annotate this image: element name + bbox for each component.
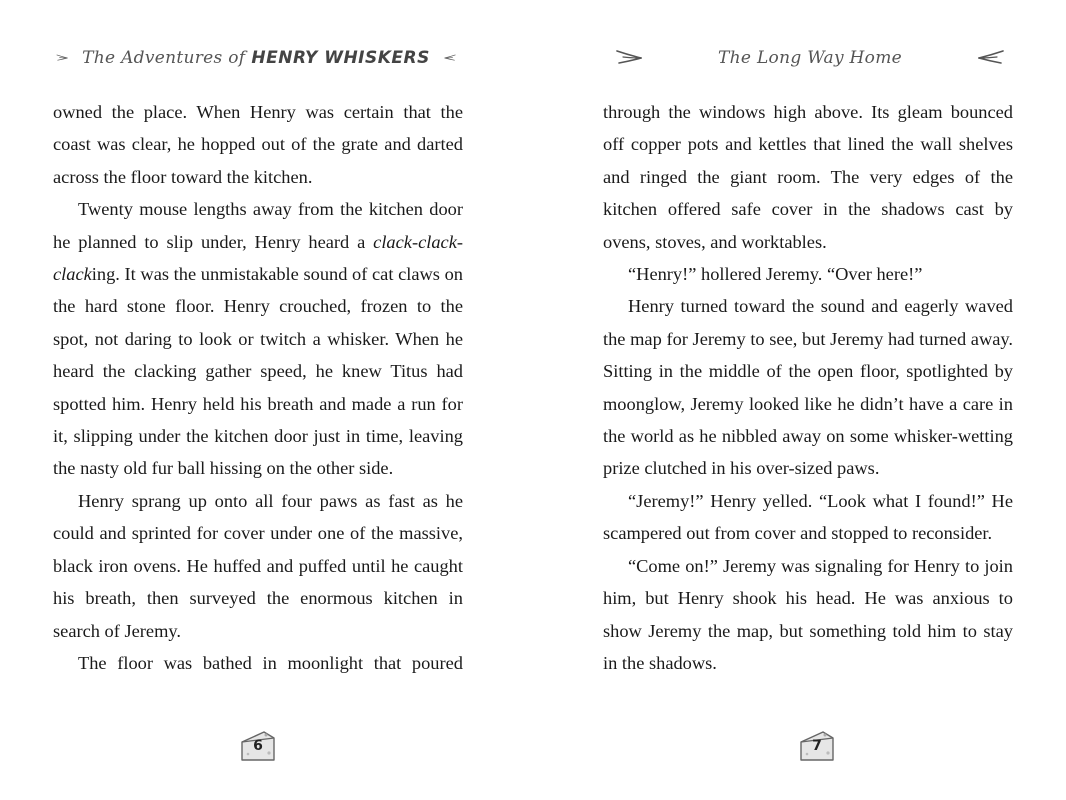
paragraph-text: owned the place. When Henry was certain that the coast was clear, he hopped out of the grate and darted across the floor toward the kitchen. <box>53 102 463 187</box>
running-head-script: The Long Way Home <box>718 48 902 68</box>
page-number-badge <box>797 726 837 766</box>
paragraph <box>53 193 463 485</box>
running-head-title <box>82 48 430 68</box>
body-text <box>603 96 1013 679</box>
italic-text: clack-clack-clack <box>53 231 463 285</box>
page-number: 6 <box>253 738 263 754</box>
paragraph <box>53 647 463 679</box>
right-page <box>533 0 1066 800</box>
paragraph-text: Twenty mouse lengths away from the kitchen door he planned to slip under, Henry heard a <box>53 199 463 252</box>
whisker-flourish-icon <box>444 47 456 69</box>
paragraph-text: Henry sprang up onto all four paws as fast as he could and sprinted for cover under one of the massive, black iron ovens. He huffed and puffed until he caught his breath, then surveyed the enormous kitchen in search of Jeremy. <box>53 490 463 641</box>
paragraph <box>603 96 1013 258</box>
paragraph-text: through the windows high above. Its gleam bounced off copper pots and kettles that lined the wall shelves and ringed the giant room. The very edges of the kitchen offered safe cover in the shadows cast by ovens, stoves, and worktables. <box>603 102 1013 252</box>
body-text <box>53 96 463 679</box>
paragraph <box>603 485 1013 550</box>
running-head-caps: HENRY WHISKERS <box>251 48 430 68</box>
page-number: 7 <box>812 738 822 754</box>
paragraph-text: Henry turned toward the sound and eagerly waved the map for Jeremy to see, but Jeremy had turned away. Sitting in the middle of the open floor, spotlighted by moonglow, Jeremy looked like he didn’t have a care in the world as he nibbled away on some whisker-wetting prize clutched in his over-sized paws. <box>603 296 1013 479</box>
page-number-badge <box>238 726 278 766</box>
whisker-flourish-icon <box>615 47 643 69</box>
whisker-flourish-icon <box>977 47 1005 69</box>
paragraph-text: “Come on!” Jeremy was signaling for Henry to join him, but Henry shook his head. He was anxious to show Jeremy the map, but something told him to stay in the shadows. <box>603 555 1013 673</box>
paragraph-text: “Jeremy!” Henry yelled. “Look what I found!” He scampered out from cover and stopped to reconsider. <box>603 490 1013 544</box>
paragraph <box>603 550 1013 680</box>
running-head-right <box>615 40 1005 76</box>
paragraph-text: The floor was bathed in moonlight that poured <box>78 652 463 673</box>
paragraph <box>53 485 463 647</box>
paragraph-text: ing. It was the unmistakable sound of cat claws on the hard stone floor. Henry crouched, frozen to the spot, not daring to look or twitch a whisker. When he heard the clacking gather speed, he knew Titus had spotted him. Henry held his breath and made a run for it, slipping under the kitchen door just in time, leaving the nasty old fur ball hissing on the other side. <box>53 264 463 479</box>
paragraph <box>53 96 463 193</box>
running-head-left <box>56 40 456 76</box>
running-head-script: The Adventures of <box>82 48 246 68</box>
paragraph-text: “Henry!” hollered Jeremy. “Over here!” <box>628 264 923 285</box>
paragraph <box>603 258 1013 290</box>
whisker-flourish-icon <box>56 47 68 69</box>
paragraph <box>603 290 1013 484</box>
